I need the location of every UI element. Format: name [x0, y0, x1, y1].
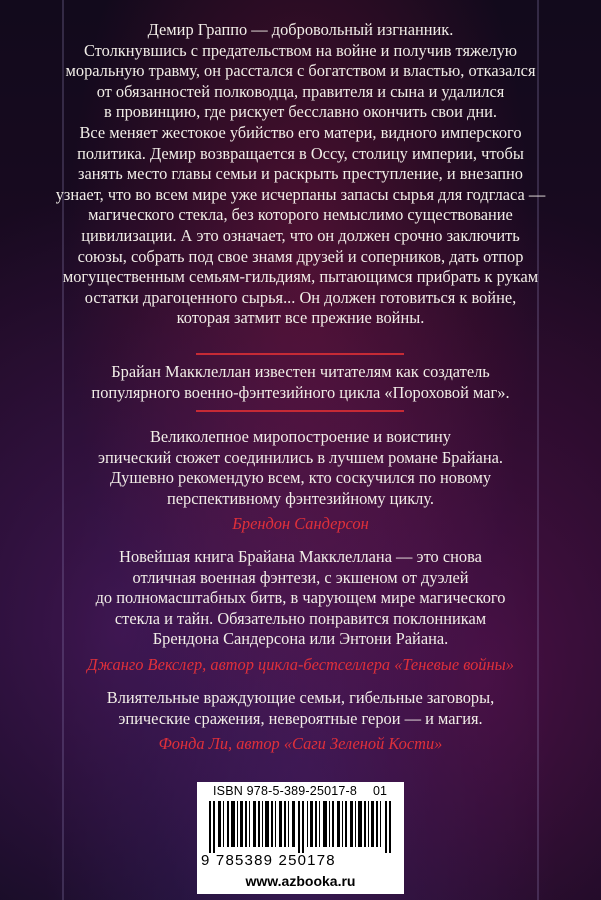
description-line: которая затмит все прежние войны. — [176, 308, 425, 328]
quote-fonda-lee — [0, 688, 601, 755]
quote-line: стекла и тайн. Обязательно понравится поклонникам — [114, 608, 487, 628]
quote-line: отличная военная фэнтези, с экшеном от дуэлей — [132, 567, 469, 587]
quote-line: перспективному фэнтезийному циклу. — [166, 488, 435, 508]
author-note-line: Брайан Макклеллан известен читателям как создатель — [111, 362, 490, 381]
description-line: магического стекла, без которого немыслимо существование — [88, 205, 513, 225]
quote-line: эпический сюжет соединились в лучшем романе Брайана. — [98, 447, 503, 467]
quote-line: Брендона Сандерсона или Энтони Райана. — [152, 629, 449, 649]
quote-line: Новейшая книга Брайана Макклеллана — это снова — [119, 547, 482, 566]
quote-wexler — [0, 547, 601, 676]
description-line: моральную травму, он расстался с богатством и властью, отказался — [65, 61, 536, 81]
description-line: союзы, собрать под свое знамя друзей и соперников, дать отпор — [77, 246, 524, 266]
description-line: узнает, что во всем мире уже исчерпаны запасы сырья для годгласа — — [55, 184, 546, 204]
quote-author: Фонда Ли, автор «Саги Зеленой Кости» — [158, 734, 443, 754]
quote-line: Душевно рекомендую всем, кто соскучился по новому — [109, 468, 492, 488]
publisher-website: www.azbooka.ru — [245, 873, 356, 889]
barcode-icon — [209, 801, 393, 853]
description-line: Все меняет жестокое убийство его матери, видного имперского — [79, 122, 522, 142]
barcode-digits: 9 785389 250178 — [201, 852, 336, 869]
quote-sanderson — [0, 427, 601, 535]
price-code: 01 — [373, 784, 387, 798]
description-line: занять место главы семьи и раскрыть преступление, и внезапно — [78, 164, 523, 184]
quote-author: Брендон Сандерсон — [232, 514, 369, 534]
description-line: в провинцию, где рискует бесславно окончить свои дни. — [104, 102, 497, 122]
description-line: от обязанностей полководца, правителя и сына и удалился — [96, 81, 505, 101]
quote-line: Влиятельные враждующие семьи, гибельные заговоры, — [106, 688, 495, 707]
author-note — [0, 362, 601, 403]
description-line: Столкнувшись с предательством на войне и получив тяжелую — [83, 40, 518, 60]
quote-line: Великолепное миропостроение и воистину — [149, 427, 451, 446]
quote-author: Джанго Векслер, автор цикла-бестселлера «Теневые войны» — [87, 654, 514, 674]
description-line: цивилизации. А это означает, что он должен срочно заключить — [81, 225, 520, 245]
divider-bottom — [196, 410, 404, 412]
quote-line: эпические сражения, невероятные герои — и магия. — [118, 708, 483, 728]
description-line: могущественным семьям-гильдиям, пытающимся прибрать к рукам — [62, 267, 539, 287]
description-line: остатки драгоценного сырья... Он должен готовиться к войне, — [84, 287, 517, 307]
author-note-line: популярного военно-фэнтезийного цикла «Пороховой маг». — [91, 382, 510, 402]
isbn-text: ISBN 978-5-389-25017-8 — [213, 784, 358, 798]
description-line: Демир Граппо — добровольный изгнанник. — [147, 20, 454, 39]
divider-top — [196, 353, 404, 355]
description-line: политика. Демир возвращается в Оссу, столицу империи, чтобы — [77, 143, 524, 163]
quote-line: до полномасштабных битв, в чарующем мире магического — [95, 588, 506, 608]
barcode-label — [197, 782, 404, 894]
description-block — [0, 20, 601, 329]
